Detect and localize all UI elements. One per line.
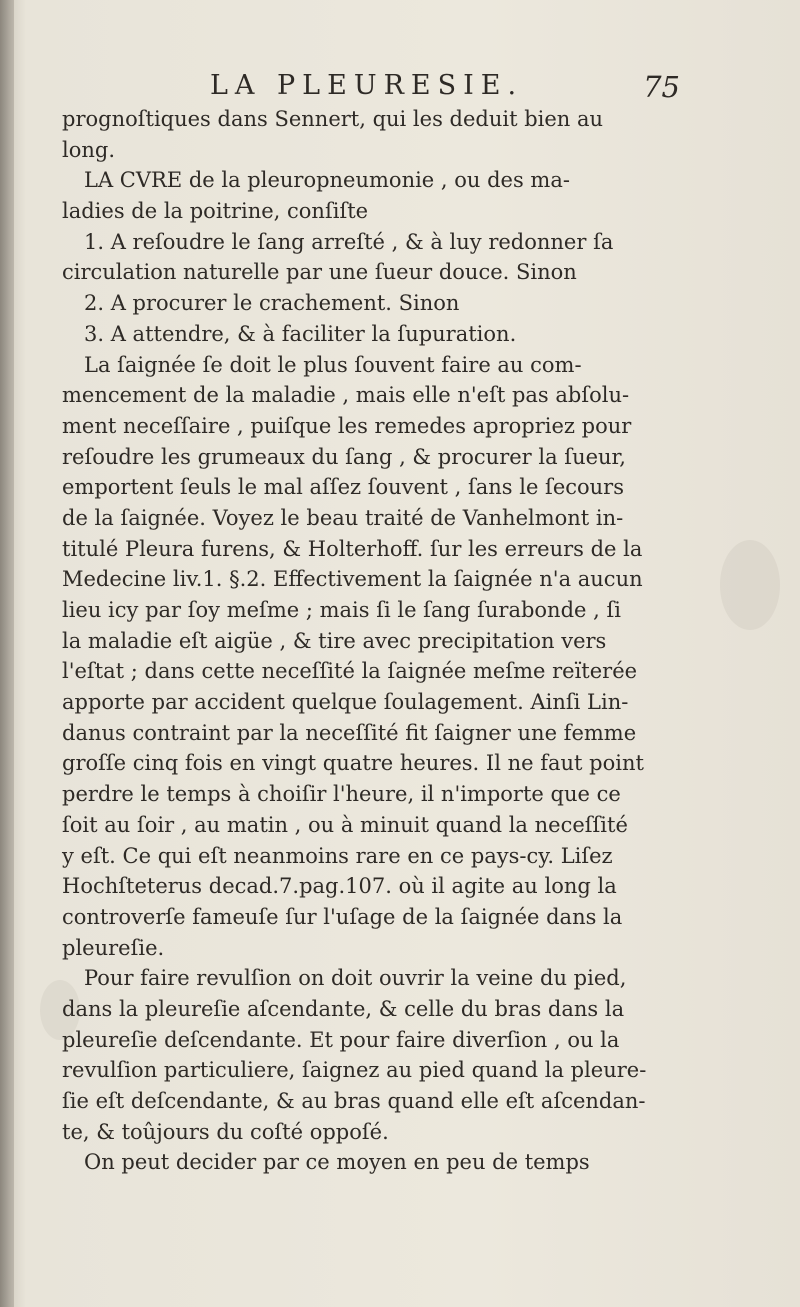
text-line: 2. A procurer le crachement. Sinon bbox=[84, 291, 460, 316]
text-line: dans la pleureſie aſcendante, & celle du bras dans la bbox=[62, 996, 625, 1021]
text-line: groſſe cinq fois en vingt quatre heures. Il ne faut point bbox=[62, 751, 644, 776]
text-line: On peut decider par ce moyen en peu de temps bbox=[84, 1150, 590, 1175]
text-line: ladies de la poitrine, conſiſte bbox=[62, 199, 369, 224]
text-line: long. bbox=[62, 137, 116, 162]
binding-gutter bbox=[0, 0, 14, 1307]
text-line: reſoudre les grumeaux du ſang , & procurer la ſueur, bbox=[62, 444, 626, 469]
text-line: y eſt. Ce qui eſt neanmoins rare en ce pays-cy. Liſez bbox=[62, 843, 613, 868]
text-line: emportent ſeuls le mal aſſez ſouvent , ſans le ſecours bbox=[62, 475, 624, 500]
text-line: pleureſie deſcendante. Et pour faire diverſion , ou la bbox=[62, 1027, 620, 1052]
text-line: LA CVRE de la pleuropneumonie , ou des ma- bbox=[84, 168, 570, 193]
text-line: 1. A reſoudre le ſang arreſté , & à luy redonner ſa bbox=[84, 229, 614, 254]
text-line: mencement de la maladie , mais elle n'eſt pas abſolu- bbox=[62, 383, 630, 408]
text-line: perdre le temps à choiſir l'heure, il n'importe que ce bbox=[62, 782, 621, 807]
body-text bbox=[62, 104, 682, 1178]
text-line: ſoit au ſoir , au matin , ou à minuit quand la neceſſité bbox=[62, 812, 628, 837]
text-line: controverſe fameuſe ſur l'uſage de la ſaignée dans la bbox=[62, 904, 623, 929]
text-line: La ſaignée ſe doit le plus ſouvent faire au com- bbox=[84, 352, 582, 377]
text-line: Pour faire revulſion on doit ouvrir la veine du pied, bbox=[84, 966, 627, 991]
text-line: Medecine liv.1. §.2. Effectivement la ſaignée n'a aucun bbox=[62, 567, 643, 592]
text-line: danus contraint par la neceſſité fit ſaigner une femme bbox=[62, 720, 637, 745]
text-line: revulſion particuliere, ſaignez au pied quand la pleure- bbox=[62, 1058, 647, 1083]
text-line: Hochſteterus decad.7.pag.107. où il agite au long la bbox=[62, 874, 617, 899]
paper-stain bbox=[720, 540, 780, 630]
text-line: circulation naturelle par une ſueur douce. Sinon bbox=[62, 260, 577, 285]
text-line: prognoſtiques dans Sennert, qui les deduit bien au bbox=[62, 107, 604, 131]
text-line: 3. A attendre, & à faciliter la ſupuration. bbox=[84, 321, 517, 346]
text-line: te, & toûjours du coſté oppoſé. bbox=[62, 1119, 389, 1144]
text-line: la maladie eſt aigüe , & tire avec precipitation vers bbox=[62, 628, 607, 653]
text-line: lieu icy par ſoy meſme ; mais ſi le ſang ſurabonde , ſi bbox=[62, 598, 621, 622]
page-number: 75 bbox=[643, 70, 680, 104]
text-line: l'eſtat ; dans cette neceſſité la ſaignée meſme reïterée bbox=[62, 659, 638, 684]
text-line: apporte par accident quelque ſoulagement. Ainſi Lin- bbox=[62, 690, 629, 715]
text-line: de la ſaignée. Voyez le beau traité de Vanhelmont in- bbox=[62, 505, 624, 530]
text-line: pleureſie. bbox=[62, 935, 165, 960]
text-line: ſie eſt deſcendante, & au bras quand elle eſt aſcendan- bbox=[62, 1089, 646, 1113]
text-line: titulé Pleura furens, & Holterhoff. ſur les erreurs de la bbox=[62, 536, 643, 561]
running-title: LA PLEURESIE. bbox=[210, 70, 524, 101]
text-line: ment neceſſaire , puiſque les remedes apropriez pour bbox=[62, 413, 632, 438]
